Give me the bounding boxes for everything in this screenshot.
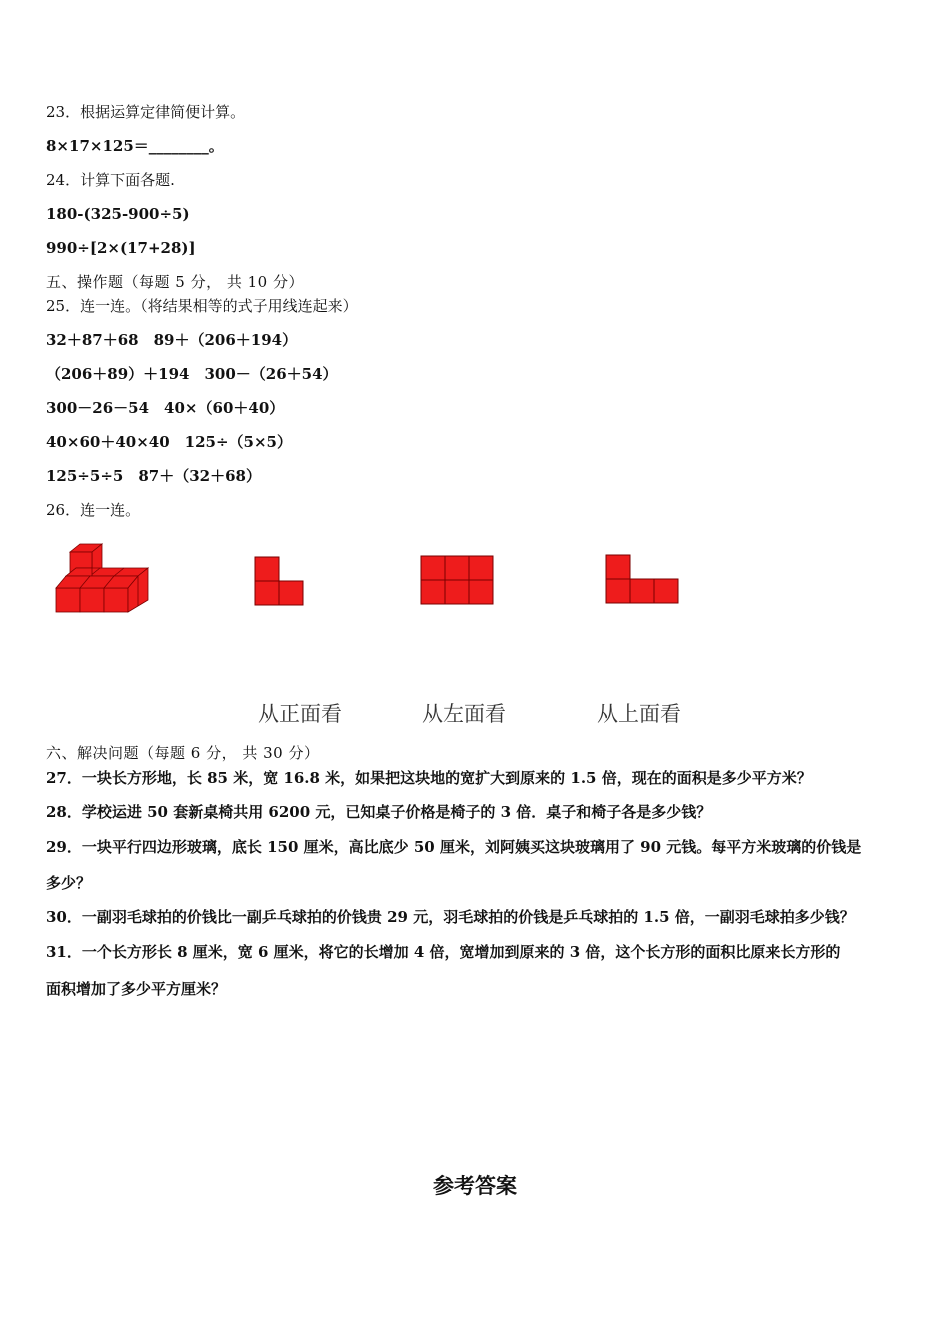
label-front-view: 从正面看 [258, 702, 342, 726]
q27-text: 27．一块长方形地，长 85 米，宽 16.8 米，如果把这块地的宽扩大到原来的 1.5 倍，现在的面积是多少平方米？ [46, 769, 812, 787]
q29-text-line-2: 多少？ [46, 874, 92, 892]
section-6-heading: 六、解决问题（每题 6 分， 共 30 分） [46, 744, 320, 762]
q24-title: 24．计算下面各题. [46, 171, 175, 189]
q25-row-4: 40×60＋40×40 125÷（5×5） [46, 433, 292, 451]
q25-title: 25．连一连。（将结果相等的式子用线连起来） [46, 297, 358, 315]
q25-row-2: （206＋89）＋194 300－（26＋54） [46, 365, 338, 383]
q29-text-line-1: 29．一块平行四边形玻璃，底长 150 厘米，高比底少 50 厘米，刘阿姨买这块玻璃用了 90 元钱。每平方米玻璃的价钱是 [46, 838, 862, 856]
q25-row-5: 125÷5÷5 87＋（32＋68） [46, 467, 261, 485]
label-top-view: 从上面看 [597, 702, 681, 726]
answer-section-title: 参考答案 [433, 1173, 517, 1198]
q24-expression-2: 990÷[2×(17+28)] [46, 239, 196, 257]
section-5-heading: 五、操作题（每题 5 分， 共 10 分） [46, 273, 304, 291]
q31-text-line-2: 面积增加了多少平方厘米？ [46, 980, 227, 998]
q23-expression: 8×17×125＝________。 [46, 137, 224, 155]
view-option-long-l-shape [605, 554, 679, 604]
q24-expression-1: 180-(325-900÷5) [46, 205, 190, 223]
q31-text-line-1: 31．一个长方形长 8 厘米，宽 6 厘米，将它的长增加 4 倍，宽增加到原来的 3 倍，这个长方形的面积比原来长方形的 [46, 943, 841, 961]
q23-title: 23．根据运算定律简便计算。 [46, 103, 246, 121]
q25-row-3: 300－26－54 40×（60＋40） [46, 399, 285, 417]
label-left-view: 从左面看 [422, 702, 506, 726]
q30-text: 30．一副羽毛球拍的价钱比一副乒乓球拍的价钱贵 29 元，羽毛球拍的价钱是乒乓球拍的 1.5 倍，一副羽毛球拍多少钱？ [46, 908, 855, 926]
view-option-l-shape [254, 556, 304, 606]
q25-row-1: 32＋87＋68 89＋（206＋194） [46, 331, 298, 349]
cube-solid-figure [50, 540, 150, 616]
view-option-2x3-grid [420, 555, 494, 605]
q26-title: 26．连一连。 [46, 501, 141, 519]
q28-text: 28．学校运进 50 套新桌椅共用 6200 元，已知桌子价格是椅子的 3 倍．桌子和椅子各是多少钱？ [46, 803, 712, 821]
